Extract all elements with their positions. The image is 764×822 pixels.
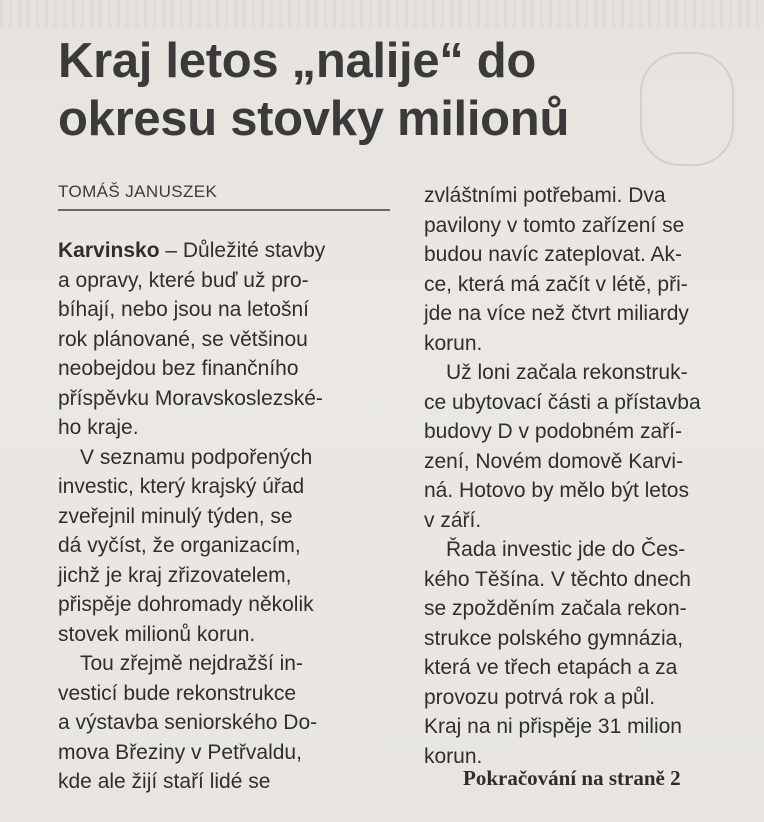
text-line: V seznamu podpořených	[80, 445, 313, 469]
text-line: Kraj na ni přispěje 31 milion	[424, 715, 682, 738]
text-line: dá vyčíst, že organizacím,	[58, 534, 301, 557]
text-line: stovek milionů korun.	[58, 622, 256, 646]
text-line: ce, která má začít v létě, při-	[424, 272, 688, 296]
text-line: která ve třech etapách a za	[424, 656, 678, 679]
text-line: ce ubytovací části a přístavba	[424, 390, 701, 414]
text-line: se zpožděním začala rekon-	[424, 597, 687, 620]
headline-line-2: okresu stovky milionů	[58, 92, 570, 146]
text-line: provozu potrvá rok a půl.	[424, 685, 656, 709]
text-line: vesticí bude rekonstrukce	[58, 681, 297, 705]
text-line: strukce polského gymnázia,	[424, 626, 684, 650]
text-line: rok plánované, se většinou	[58, 327, 308, 351]
article-column-2	[424, 181, 760, 771]
text-fragment: – Důležité stavby	[159, 239, 326, 262]
headline	[58, 32, 758, 148]
text-line: kého Těšína. V těchto dnech	[424, 567, 691, 591]
text-line: budou navíc zateplovat. Ak-	[424, 243, 682, 266]
text-line: mova Březiny v Petřvaldu,	[58, 740, 302, 764]
text-line: přispěje dohromady několik	[58, 593, 314, 616]
text-line	[58, 236, 398, 266]
text-line: Tou zřejmě nejdražší in-	[80, 652, 303, 675]
text-line: jichž je kraj zřizovatelem,	[58, 563, 292, 587]
headline-line-1: Kraj letos „nalije“ do	[58, 34, 537, 88]
text-line: příspěvku Moravskoslezské-	[58, 386, 323, 410]
article-column-1	[58, 236, 398, 797]
text-line: korun.	[424, 331, 483, 355]
text-line: a výstavba seniorského Do-	[58, 711, 318, 734]
text-line: zveřejnil minulý týden, se	[58, 504, 293, 528]
text-line: Už loni začala rekonstruk-	[446, 361, 688, 384]
text-line: investic, který krajský úřad	[58, 475, 305, 498]
bleed-through-text	[0, 0, 764, 28]
text-line: zvláštními potřebami. Dva	[424, 184, 666, 207]
text-line: budovy D v podobném zaří-	[424, 420, 682, 443]
dateline-location: Karvinsko	[58, 239, 160, 262]
text-line: bíhají, nebo jsou na letošní	[58, 298, 310, 321]
text-line: zení, Novém domově Karvi-	[424, 449, 684, 473]
text-line: korun.	[424, 744, 483, 768]
text-line: Řada investic jde do Čes-	[446, 538, 686, 561]
text-line: pavilony v tomto zařízení se	[424, 213, 685, 237]
text-line: a opravy, které buď už pro-	[58, 268, 309, 292]
continued-on-page-link[interactable]: Pokračování na straně 2	[463, 766, 681, 790]
text-line: kde ale žijí staří lidé se	[58, 770, 271, 793]
text-line: ho kraje.	[58, 416, 139, 439]
text-line: jde na více než čtvrt miliardy	[424, 302, 689, 325]
text-line: ná. Hotovo by mělo být letos	[424, 479, 689, 502]
text-line: neobejdou bez finančního	[58, 357, 299, 380]
text-line: v září.	[424, 508, 482, 532]
author-byline: TOMÁŠ JANUSZEK	[58, 182, 390, 211]
